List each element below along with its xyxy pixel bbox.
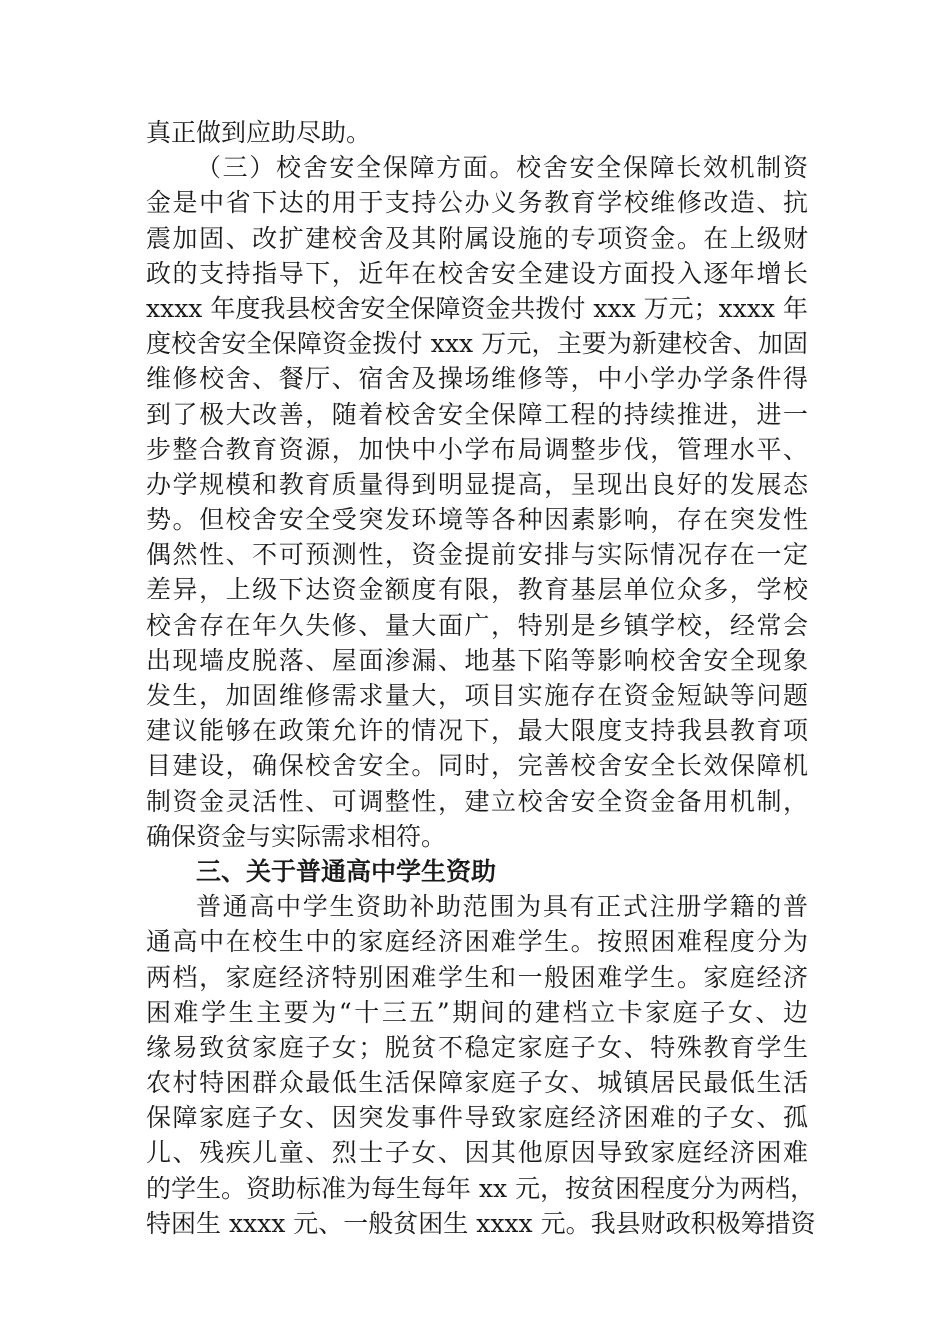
paragraph-line: 校舍存在年久失修、量大面广，特别是乡镇学校，经常会 xyxy=(146,610,808,640)
section-heading: 三、关于普通高中学生资助 xyxy=(196,856,497,886)
paragraph-line: 差异，上级下达资金额度有限，教育基层单位众多，学校 xyxy=(146,575,808,605)
paragraph-line: 到了极大改善，随着校舍安全保障工程的持续推进，进一 xyxy=(146,399,808,429)
paragraph-line: 目建设，确保校舍安全。同时，完善校舍安全长效保障机 xyxy=(146,751,808,781)
paragraph-line: 儿、残疾儿童、烈士子女、因其他原因导致家庭经济困难 xyxy=(146,1138,808,1168)
paragraph-line: 震加固、改扩建校舍及其附属设施的专项资金。在上级财 xyxy=(146,223,808,253)
paragraph-line: 保障家庭子女、因突发事件导致家庭经济困难的子女、孤 xyxy=(146,1103,808,1133)
paragraph-line: 农村特困群众最低生活保障家庭子女、城镇居民最低生活 xyxy=(146,1068,808,1098)
paragraph-line: 步整合教育资源，加快中小学布局调整步伐，管理水平、 xyxy=(146,434,808,464)
paragraph-line: 势。但校舍安全受突发环境等各种因素影响，存在突发性 xyxy=(146,505,808,535)
paragraph-line: 维修校舍、餐厅、宿舍及操场维修等，中小学办学条件得 xyxy=(146,364,808,394)
paragraph-line: 普通高中学生资助补助范围为具有正式注册学籍的普 xyxy=(196,892,808,922)
paragraph-line: 确保资金与实际需求相符。 xyxy=(146,821,447,851)
paragraph-line: 缘易致贫家庭子女；脱贫不稳定家庭子女、特殊教育学生 xyxy=(146,1032,808,1062)
paragraph-line: 金是中省下达的用于支持公办义务教育学校维修改造、抗 xyxy=(146,188,808,218)
paragraph-line: 度校舍安全保障资金拨付 xxx 万元，主要为新建校舍、加固 xyxy=(146,329,808,359)
paragraph-line: 通高中在校生中的家庭经济困难学生。按照困难程度分为 xyxy=(146,927,808,957)
paragraph-line: 的学生。资助标准为每生每年 xx 元，按贫困程度分为两档， xyxy=(146,1173,816,1203)
paragraph-line: 发生，加固维修需求量大，项目实施存在资金短缺等问题 xyxy=(146,681,808,710)
paragraph-line: 真正做到应助尽助。 xyxy=(146,118,372,147)
paragraph-line: 两档，家庭经济特别困难学生和一般困难学生。家庭经济 xyxy=(146,962,808,992)
paragraph-line: 政的支持指导下，近年在校舍安全建设方面投入逐年增长 xyxy=(146,258,808,288)
paragraph-line: 困难学生主要为“十三五”期间的建档立卡家庭子女、边 xyxy=(146,997,808,1027)
section-heading-line: （三）校舍安全保障方面。校舍安全保障长效机制资 xyxy=(196,153,808,183)
paragraph-line: 出现墙皮脱落、屋面渗漏、地基下陷等影响校舍安全现象 xyxy=(146,645,808,675)
paragraph-line: xxxx 年度我县校舍安全保障资金共拨付 xxx 万元；xxxx 年 xyxy=(146,293,808,323)
paragraph-line: 制资金灵活性、可调整性，建立校舍安全资金备用机制， xyxy=(146,786,808,816)
document-body xyxy=(146,115,816,1241)
paragraph-line: 偶然性、不可预测性，资金提前安排与实际情况存在一定 xyxy=(146,540,808,570)
paragraph-line: 建议能够在政策允许的情况下，最大限度支持我县教育项 xyxy=(146,716,808,746)
paragraph-line: 特困生 xxxx 元、一般贫困生 xxxx 元。我县财政积极筹措资 xyxy=(146,1208,816,1238)
paragraph-line: 办学规模和教育质量得到明显提高，呈现出良好的发展态 xyxy=(146,469,808,499)
